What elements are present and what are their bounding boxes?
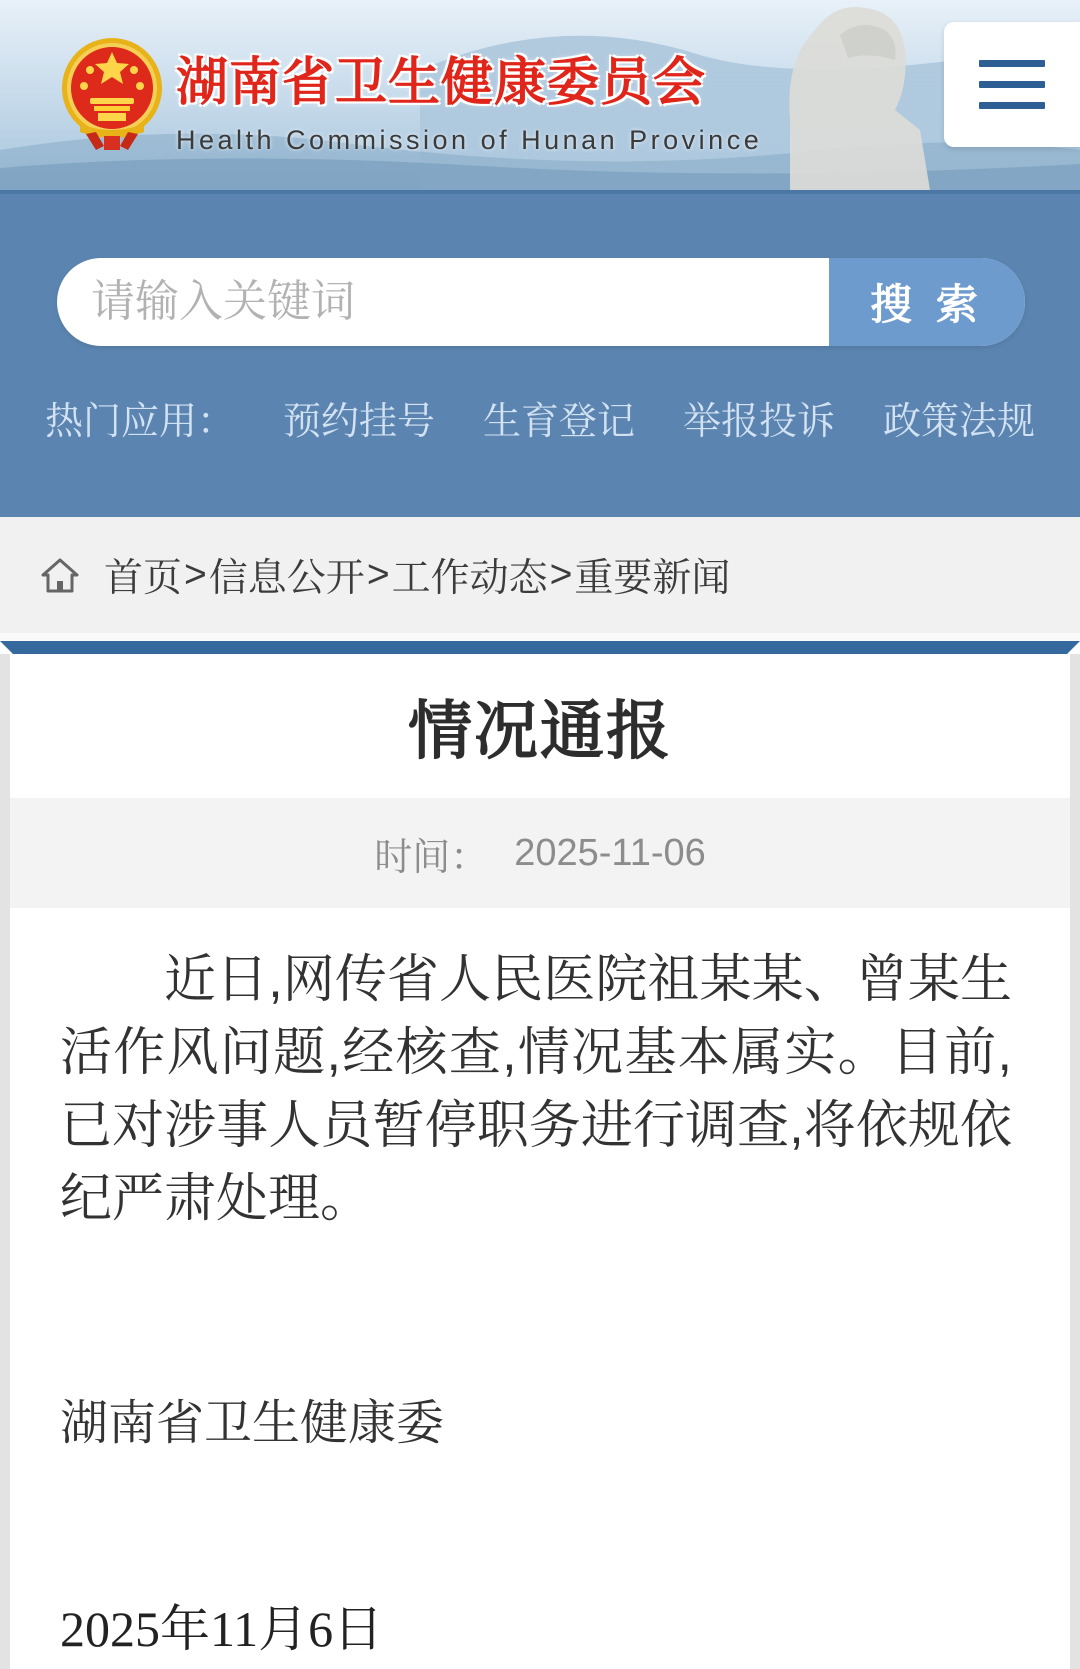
breadcrumb-item-3[interactable]: 工作动态 [391, 557, 548, 600]
search-button[interactable]: 搜 索 [829, 258, 1025, 346]
section-divider [0, 641, 1080, 654]
article-title: 情况通报 [408, 695, 672, 767]
article-meta [10, 798, 1070, 908]
hot-apps-links [283, 390, 1035, 445]
meta-time-label: 时间： [374, 836, 489, 879]
article-signoff: 湖南省卫生健康委 [60, 1397, 445, 1450]
hot-app-link-3[interactable]: 举报投诉 [683, 401, 836, 443]
crumb-gap [0, 633, 1080, 641]
breadcrumb-separator: > [549, 553, 573, 596]
article-sign-date: 2025年11月6日 [60, 1601, 384, 1657]
breadcrumb-separator: > [184, 553, 207, 596]
breadcrumb-item-4[interactable]: 重要新闻 [574, 557, 731, 600]
site-header [0, 0, 1080, 190]
hot-app-link-4[interactable]: 政策法规 [883, 401, 1036, 443]
breadcrumb-item-1[interactable]: 首页 [104, 557, 183, 600]
meta-time-value: 2025-11-06 [514, 831, 706, 874]
article-body: 近日,网传省人民医院祖某某、曾某生活作风问题,经核查,情况基本属实。目前,已对涉事人员暂停职务进行调查,将依规依纪严肃处理。 [60, 951, 1012, 1228]
hot-app-link-2[interactable]: 生育登记 [482, 401, 635, 443]
article-card [10, 654, 1070, 1669]
breadcrumb-separator: > [366, 553, 390, 596]
search-bar [57, 258, 1025, 346]
home-icon[interactable] [40, 555, 80, 595]
breadcrumb-item-2[interactable]: 信息公开 [208, 557, 365, 600]
site-title: 湖南省卫生健康委员会 [176, 54, 707, 112]
site-title-block [176, 40, 762, 156]
hamburger-icon [979, 60, 1045, 67]
content-wrap [0, 654, 1080, 1669]
breadcrumb [0, 517, 1080, 633]
breadcrumb-trail [104, 547, 730, 603]
hot-apps-row [0, 390, 1080, 445]
site-subtitle: Health Commission of Hunan Province [176, 125, 763, 155]
search-input[interactable] [57, 258, 829, 346]
national-emblem-logo [60, 36, 164, 158]
search-section [0, 190, 1080, 517]
menu-button[interactable] [944, 22, 1080, 147]
hot-apps-label: 热门应用： [44, 401, 235, 443]
hot-app-link-1[interactable]: 预约挂号 [282, 401, 435, 443]
